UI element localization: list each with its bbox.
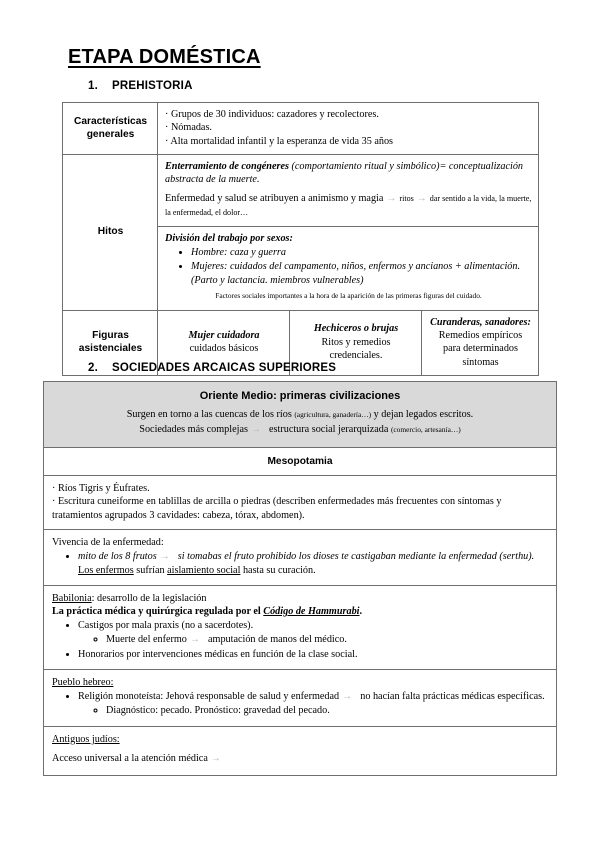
- table-row-caracteristicas: [63, 103, 539, 155]
- term-enterramiento-gloss: (comportamiento ritual y simbólico)= conceptualización abstracta de la muerte.: [165, 160, 524, 185]
- cell-oriente-medio-header: [44, 382, 557, 448]
- table-row-subhead: [44, 447, 557, 475]
- cell-figura-curanderas: [422, 310, 539, 375]
- text-line: · Alta mortalidad infantil y la esperanza de vida 35 años: [165, 135, 394, 147]
- section-label: SOCIEDADES ARCAICAS SUPERIORES: [112, 362, 337, 374]
- arrow-icon: →: [250, 424, 261, 436]
- list-vivencia: [52, 550, 548, 563]
- header-line-2b: estructura social jerarquizada: [269, 424, 389, 436]
- cell-pueblo-hebreo: [44, 669, 557, 726]
- text-line: · Escritura cuneiforme en tablillas de arcilla o piedras (describen enfermedades más frecuentes con síntomas y tratamientos agrupados 3 cavidades: cabeza, tórax, abdomen).: [52, 496, 502, 521]
- list-item: [106, 633, 548, 646]
- section-heading-sociedades: [88, 362, 336, 374]
- table-row-header: [44, 382, 557, 448]
- word-sufrian: sufrían: [136, 565, 165, 577]
- list-babilonia-2: [52, 648, 548, 661]
- arrow-icon: →: [416, 193, 427, 205]
- text-line: · Nómadas.: [165, 122, 212, 134]
- header-line-2: [54, 423, 546, 438]
- list-item: • Castigos por mala praxis (no a sacerdotes).: [78, 619, 548, 632]
- table-row-hebreo: [44, 669, 557, 726]
- list-item: [78, 690, 548, 703]
- cell-antiguos-judios: [44, 726, 557, 776]
- table-row-babilonia: [44, 585, 557, 669]
- list-item: • Honorarios por intervenciones médicas en función de la clase social.: [78, 648, 548, 661]
- section-heading-prehistoria: [88, 80, 193, 92]
- cell-rios: [44, 476, 557, 530]
- phrase-hasta-curacion: hasta su curación.: [242, 565, 316, 577]
- text-mito-desc: si tomabas el fruto prohibido los dioses te castigaban mediante la enfermedad (serthu).: [177, 551, 535, 563]
- section-label: PREHISTORIA: [112, 80, 193, 92]
- table-prehistoria: [62, 102, 539, 376]
- phrase-los-enfermos: Los enfermos: [78, 565, 134, 577]
- cell-caracteristicas-content: [158, 103, 539, 155]
- list-item: • Hombre: caza y guerra: [191, 246, 532, 259]
- figura-body: Remedios empíricos para determinados síntomas: [438, 330, 523, 368]
- phrase-practica-medica: La práctica médica y quirúrgica regulada por el: [52, 605, 261, 617]
- text-animismo: Enfermedad y salud se atribuyen a animismo y magia: [165, 193, 384, 205]
- section-number: 2.: [88, 362, 98, 374]
- paragraph-animismo: [165, 192, 532, 219]
- figura-body: Ritos y remedios credenciales.: [321, 336, 391, 361]
- term-division-trabajo: División del trabajo por sexos:: [165, 232, 293, 244]
- cell-babilonia: [44, 585, 557, 669]
- arrow-icon: →: [210, 752, 221, 764]
- header-line-1-small: (agricultura, ganadería…): [294, 410, 372, 420]
- row-label-figuras: Figuras asistenciales: [63, 310, 158, 375]
- paragraph-enterramiento: [165, 160, 532, 187]
- header-title: Oriente Medio: primeras civilizaciones: [199, 390, 401, 402]
- list-babilonia: [52, 619, 548, 632]
- table-row-rios: [44, 476, 557, 530]
- term-codigo-hammurabi: Código de Hammurabi: [263, 605, 360, 617]
- table-sociedades-arcaicas: [43, 381, 557, 776]
- text-religion-monoteista: Religión monoteísta: Jehová responsable de salud y enfermedad: [78, 691, 340, 703]
- phrase-aislamiento-social: aislamiento social: [167, 565, 241, 577]
- header-line-1: [54, 408, 546, 423]
- lead-pueblo-hebreo: Pueblo hebreo:: [52, 676, 114, 688]
- text-amputacion: amputación de manos del médico.: [208, 634, 347, 646]
- list-item: • Mujeres: cuidados del campamento, niños, enfermos y ancianos + alimentación. (Parto y lactancia. miembros vulnerables): [191, 260, 532, 287]
- text-muerte-enfermo: Muerte del enfermo: [106, 634, 187, 646]
- list-item: [78, 550, 548, 563]
- header-line-2-small: (comercio, artesanía…): [390, 425, 461, 435]
- cell-vivencia: [44, 529, 557, 585]
- cell-hitos-block-2: [158, 226, 539, 310]
- cell-mesopotamia-subhead: Mesopotamia: [44, 447, 557, 475]
- text-animismo-tail: dar sentido a la vida, la muerte, la enfermedad, el dolor…: [165, 194, 532, 217]
- section-number: 1.: [88, 80, 98, 92]
- sublist-hebreo: [88, 704, 548, 717]
- table-row-vivencia: [44, 529, 557, 585]
- page-title: ETAPA DOMÉSTICA: [68, 46, 261, 68]
- text-line: · Ríos Tigris y Éufrates.: [52, 483, 150, 495]
- text-acceso: Acceso universal a la atención médica: [52, 752, 208, 764]
- lead-vivencia: Vivencia de la enfermedad:: [52, 536, 164, 548]
- term-babilonia: Babilonia: [52, 592, 92, 604]
- header-line-1a: Surgen en torno a las cuencas de los ríos: [126, 409, 292, 421]
- arrow-icon: →: [189, 634, 200, 646]
- list-item: ◦ Diagnóstico: pecado. Pronóstico: gravedad del pecado.: [106, 704, 548, 717]
- lead-babilonia: [52, 592, 548, 605]
- lead-antiguos-judios: Antiguos judíos:: [52, 733, 120, 745]
- list-hebreo: [52, 690, 548, 703]
- list-division-trabajo: [165, 246, 532, 287]
- figura-title: Hechiceros o brujas: [313, 323, 399, 335]
- term-enterramiento: Enterramiento de congéneres: [165, 160, 289, 172]
- text-acceso-universal: [52, 752, 548, 765]
- text-no-practicas: no hacían falta prácticas médicas específicas.: [360, 691, 545, 703]
- term-mito: mito de los 8 frutos: [78, 551, 157, 563]
- text-ritos: ritos: [399, 194, 414, 204]
- text-enfermos-aislamiento: [52, 564, 548, 577]
- row-label-caracteristicas: Características generales: [63, 103, 158, 155]
- text-babilonia-rest: : desarrollo de la legislación: [91, 592, 207, 604]
- figura-title: Mujer cuidadora: [188, 330, 260, 341]
- figura-body: cuidados básicos: [189, 343, 259, 355]
- table-row-judios: [44, 726, 557, 776]
- row-label-hitos: Hitos: [63, 154, 158, 310]
- figura-title: Curanderas, sanadores:: [430, 316, 531, 328]
- header-line-2a: Sociedades más complejas: [139, 424, 248, 436]
- header-line-1b: y dejan legados escritos.: [373, 409, 474, 421]
- text-practica-medica: [52, 605, 548, 618]
- arrow-icon: →: [342, 691, 353, 703]
- period: .: [359, 605, 363, 617]
- arrow-icon: →: [386, 193, 397, 205]
- note-factores-sociales: Factores sociales importantes a la hora de la aparición de las primeras figuras del cuidado.: [215, 290, 482, 300]
- cell-hitos-block-1: [158, 154, 539, 226]
- arrow-icon: →: [159, 551, 170, 563]
- table-row-hitos: [63, 154, 539, 226]
- sublist-babilonia: [88, 633, 548, 646]
- text-line: · Grupos de 30 individuos: cazadores y recolectores.: [165, 109, 379, 120]
